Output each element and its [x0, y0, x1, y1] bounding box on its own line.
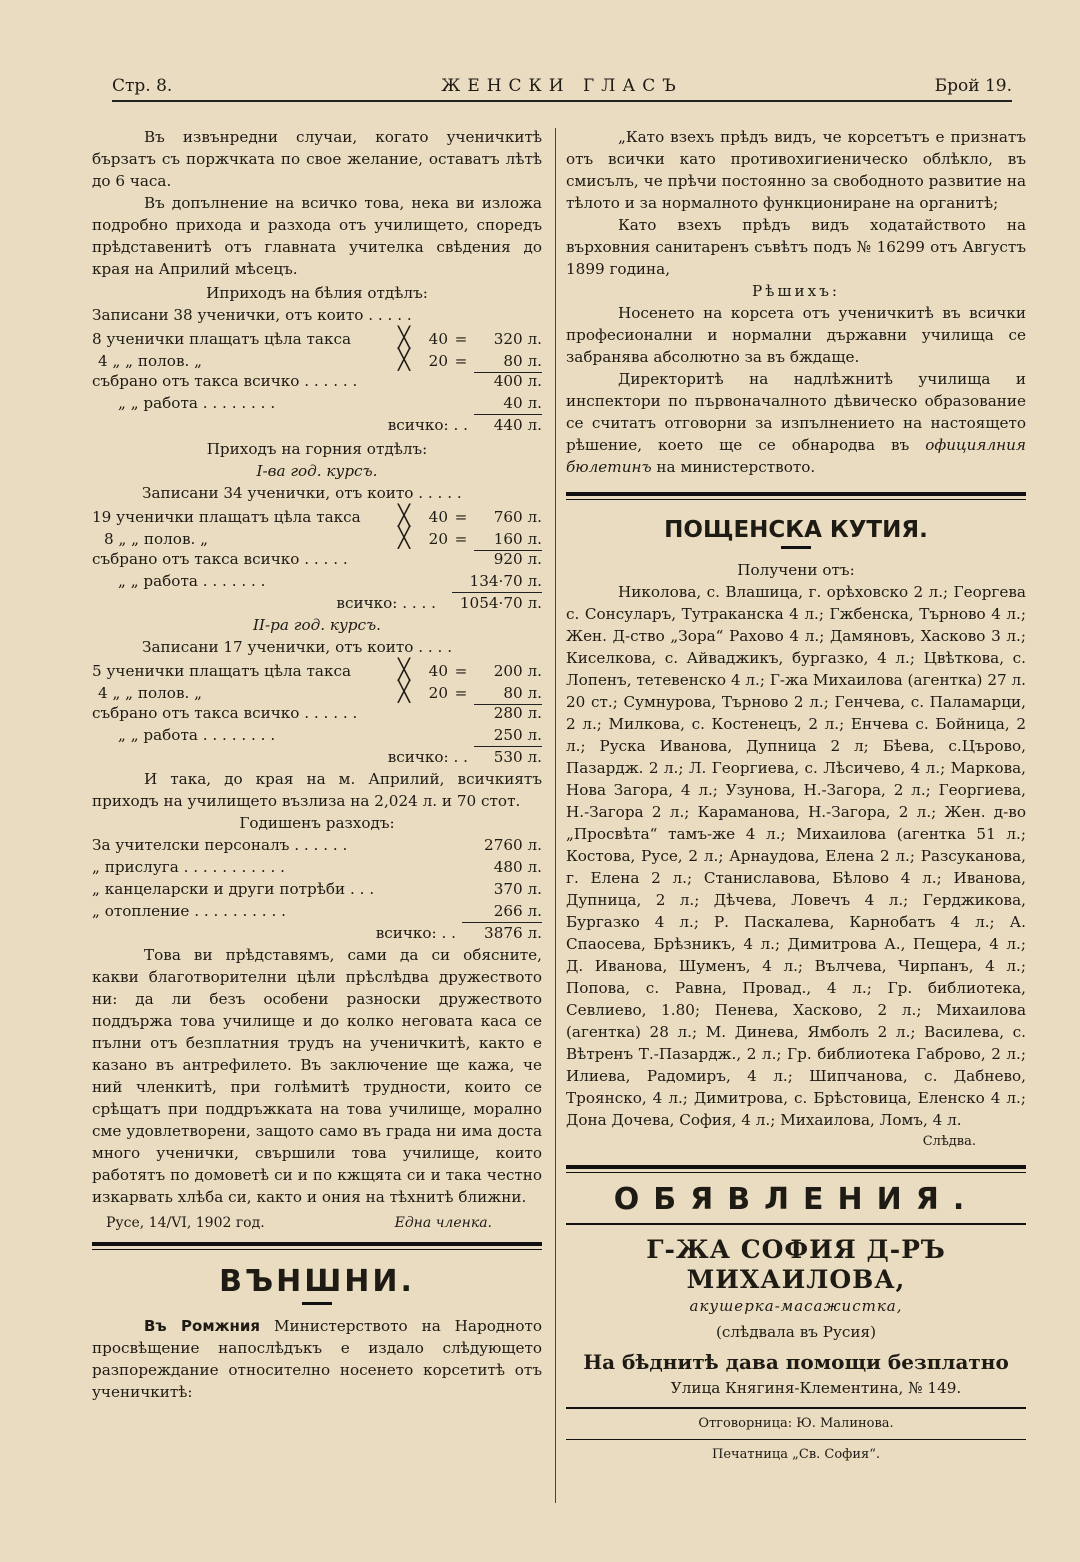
- ad-profession: акушерка-масажистка,: [689, 1297, 903, 1315]
- mailbox-heading: ПОЩЕНСКА КУТИЯ.: [664, 517, 928, 543]
- table-row: събрано отъ такса всичко . . . . . . 280 л.: [92, 704, 542, 722]
- subsection-title: II-ра год. курсъ.: [253, 616, 381, 634]
- column-divider: [555, 128, 556, 1503]
- paragraph: Николова, с. Влашица, г. орѣховско 2 л.; Георгева с. Сонсуларъ, Тутраканска 4 л.; Гжбенска, Търново 4 л.; Жен. Д-ство „Зора“ Рахово 4 л.; Дамяновъ, Хасково 3 л.; Киселкова, с. Айваджикъ, бургазко, 4 л.; Цвѣткова, с. Лопенъ, тетевенско 4 л.; Г-жа Михаилова (агентка) 27 л. 20 ст.; Сумнурова, Търново 2 л.; Генчева, с. Паламарци, 2 л.; Милкова, с. Костенецъ, 2 л.; Енчева с. Бойница, 2 л.; Руска Иванова, Дупница 2 л; Бѣева, с.Църово, Пазардж. 2 л.; Л. Георгиева, с. Лѣсичево, 4 л.; Маркова, Нова Загора, 4 л.; Узунова, Н.-Загора, 2 л.; Георгиева, Н.-Загора 2 л.; Караманова, Н.-Загора, 2 л.; Жен. д-во „Просвѣта“ тамъ-же 4 л.; Михаилова (агентка 51 л.; Костова, Русе, 2 л.; Арнаудова, Елена 2 л.; Разсуканова, г. Елена 2 л.; Станиславова, Бѣлово 4 л.; Иванова, Дупница, 2 л.; Дѣчева, Ловечъ 4 л.; Герджикова, Бургазко 4 л.; Р. Паскалева, Карнобатъ 4 л.; А. Спаосева, Брѣзникъ, 4 л.; Димитрова А., Пещера, 4 л.; Д. Иванова, Шуменъ, 4 л.; Вълчева, Чирпанъ, 4 л.; Попова, с. Равна, Провад., 4 л.; Гр. библиотека, Севлиево, 1.80; Пенева, Хасково, 2 л.; Михаилова (агентка) 28 л.; М. Динева, Ямболъ 2 л.; Василева, с. Вѣтренъ Т.-Пазардж., 2 л.; Гр. библиотека Габрово, 2 л.; Илиева, Радомиръ, 4 л.; Шипчанова, с. Дабнево, Троянско, 4 л.; Димитрова, с. Брѣстовица, Еленско 4 л.; Дона Дочева, София, 4 л.; Михаилова, Ломъ, 4 л.: [566, 583, 1026, 1129]
- table-row: 8 „ „ полов. „ ╳ 20 = 160 л.: [104, 525, 542, 549]
- editor-line: Отговорница: Ю. Малинова.: [698, 1416, 894, 1431]
- table-row: събрано отъ такса всичко . . . . . . 400 л.: [92, 372, 542, 390]
- signature-line: [92, 1212, 542, 1234]
- continued-note: Слѣдва.: [922, 1134, 976, 1149]
- table-row: Записани 38 ученички, отъ които . . . . .: [92, 306, 412, 324]
- heading-dash: [781, 546, 811, 549]
- issue-number: Брой 19.: [934, 76, 1012, 96]
- paragraph: Директоритѣ на надлѣжнитѣ училища и инспектори по първоначалното дѣвическо образование се считатъ отговорни за изпълнението на настоящето рѣшение, което ще се обнародва въ официялния бюлетинъ на министерството.: [566, 370, 1026, 476]
- table-row: „ „ работа . . . . . . . . 40 л.: [92, 392, 542, 414]
- left-column: [92, 126, 542, 1403]
- paragraph: И така, до края на м. Априлий, всичкиятъ приходъ на училището възлиза на 2,024 л. и 70 стот.: [92, 770, 542, 810]
- ads-rule: [566, 1223, 1026, 1225]
- section-title: Годишенъ разходъ:: [239, 814, 395, 832]
- ad-name: Г-ЖА СОФИЯ Д-РЪ МИХАИЛОВА,: [646, 1235, 946, 1294]
- table-row: всичко: . . 3876 л.: [375, 924, 542, 942]
- paragraph: Като взехъ прѣдъ видъ ходатайството на върховния санитаренъ съвѣтъ подъ № 16299 отъ Августъ 1899 година,: [566, 216, 1026, 278]
- table-row: всичко: . . . . 1054·70 л.: [336, 594, 542, 612]
- income-table-white: [92, 304, 542, 436]
- section-rule: [566, 492, 1026, 500]
- paragraph: Въ Ромжния Министерството на Народното просвѣщение напослѣдъкъ е издало слѣдующето разпореждание относително носенето корсетитѣ отъ ученичкитѣ:: [92, 1317, 543, 1401]
- paragraph: „Като взехъ прѣдъ видъ, че корсетътъ е признатъ отъ всички като противохигиеническо облѣкло, въ смисълъ, че прѣчи постоянно за свободното развитие на тѣлото и за нормалното функциониране на органитѣ;: [566, 128, 1026, 212]
- section-title: Иприходъ на бѣлия отдѣлъ:: [206, 284, 428, 302]
- section-rule: [566, 1165, 1026, 1173]
- section-title: Приходъ на горния отдѣлъ:: [206, 440, 428, 458]
- table-row: „ канцеларски и други потрѣби . . . 370 л.: [92, 880, 542, 898]
- ads-heading: ОБЯВЛЕНИЯ.: [613, 1182, 979, 1217]
- footer-rule-2: [566, 1439, 1026, 1440]
- newspaper-title: ЖЕНСКИ ГЛАСЪ: [441, 76, 683, 96]
- table-row: Записани 34 ученички, отъ които . . . . .: [142, 484, 462, 502]
- decision-title: Рѣшихъ:: [752, 282, 840, 300]
- income-table-course2: [92, 636, 542, 768]
- place-date: Русе, 14/VI, 1902 год.: [106, 1215, 265, 1231]
- country-lead: Въ Ромжния: [144, 1317, 261, 1335]
- paragraph: Въ допълнение на всичко това, нека ви изложа подробно прихода и разхода отъ училището, споредъ прѣдставенитѣ отъ главната учителка свѣдения до края на Априлий мѣсецъ.: [92, 194, 542, 278]
- section-rule: [92, 1242, 542, 1250]
- right-column: [566, 126, 1026, 1466]
- received-label: Получени отъ:: [737, 561, 855, 579]
- table-row: 8 ученички плащатъ цѣла такса ╳ 40 = 320 л.: [92, 325, 542, 349]
- foreign-heading: ВЪНШНИ.: [219, 1264, 415, 1299]
- table-row: „ „ работа . . . . . . . 134·70 л.: [92, 570, 542, 592]
- paragraph: Носенето на корсета отъ ученичкитѣ въ всички професионални и нормални държавни училища се забранява абсолютно за въ бждаще.: [566, 304, 1026, 366]
- page-number: Стр. 8.: [112, 76, 173, 96]
- table-row: За учителски персоналъ . . . . . . 2760 л.: [92, 836, 542, 854]
- signature: Една членка.: [394, 1215, 492, 1231]
- header-rule: [112, 100, 1012, 102]
- expense-table: [92, 834, 542, 944]
- table-row: „ прислуга . . . . . . . . . . . 480 л.: [92, 858, 542, 876]
- page-header: [112, 74, 1012, 100]
- ad-address: Улица Княгиня-Клементина, № 149.: [670, 1379, 962, 1397]
- heading-dash: [302, 1302, 332, 1305]
- subsection-title: I-ва год. курсъ.: [256, 462, 378, 480]
- ad-free-help: На бѣднитѣ дава помощи безплатно: [583, 1350, 1009, 1374]
- printer-line: Печатница „Св. София“.: [712, 1447, 880, 1462]
- paragraph: Въ извънредни случаи, когато ученичкитѣ бързатъ съ поржчката по свое желание, оставатъ лѣтѣ до 6 часа.: [92, 128, 542, 190]
- table-row: всичко: . . 530 л.: [387, 748, 542, 766]
- table-row: 5 ученички плащатъ цѣла такса ╳ 40 = 200 л.: [92, 657, 542, 681]
- table-row: събрано отъ такса всичко . . . . . 920 л.: [92, 550, 542, 568]
- income-table-course1: [92, 482, 542, 614]
- table-row: „ „ работа . . . . . . . . 250 л.: [92, 724, 542, 746]
- mailbox-list: [566, 581, 1026, 1131]
- table-row: 4 „ „ полов. „ ╳ 20 = 80 л.: [98, 679, 542, 703]
- paragraph: Това ви прѣдставямъ, сами да си обясните, какви благотворителни цѣли прѣслѣдва дружеството ни: да ли безъ особени разноски дружеството поддържа това училище и до колко неговата каса се пълни отъ безплатния трудъ на ученичкитѣ, както е казано въ антрефилето. Въ заключение ще кажа, че ний членкитѣ, при голѣмитѣ трудности, които се срѣщатъ при поддръжката на това училище, морално сме удовлетворени, защото само въ града ни има доста много ученички, свършили това училище, които работятъ по домоветѣ си и по кжщята си и така честно изкарвать хлѣба си, както и ония на тѣхнитѣ ближни.: [92, 946, 542, 1206]
- table-row: 4 „ „ полов. „ ╳ 20 = 80 л.: [98, 347, 542, 371]
- table-row: 19 ученички плащатъ цѣла такса ╳ 40 = 760 л.: [92, 503, 542, 527]
- table-row: „ отопление . . . . . . . . . . 266 л.: [92, 900, 542, 922]
- ad-studied: (слѣдвала въ Русия): [715, 1323, 877, 1341]
- footer-rule: [566, 1407, 1026, 1409]
- table-row: всичко: . . 440 л.: [387, 416, 542, 434]
- table-row: Записани 17 ученички, отъ които . . . .: [142, 638, 453, 656]
